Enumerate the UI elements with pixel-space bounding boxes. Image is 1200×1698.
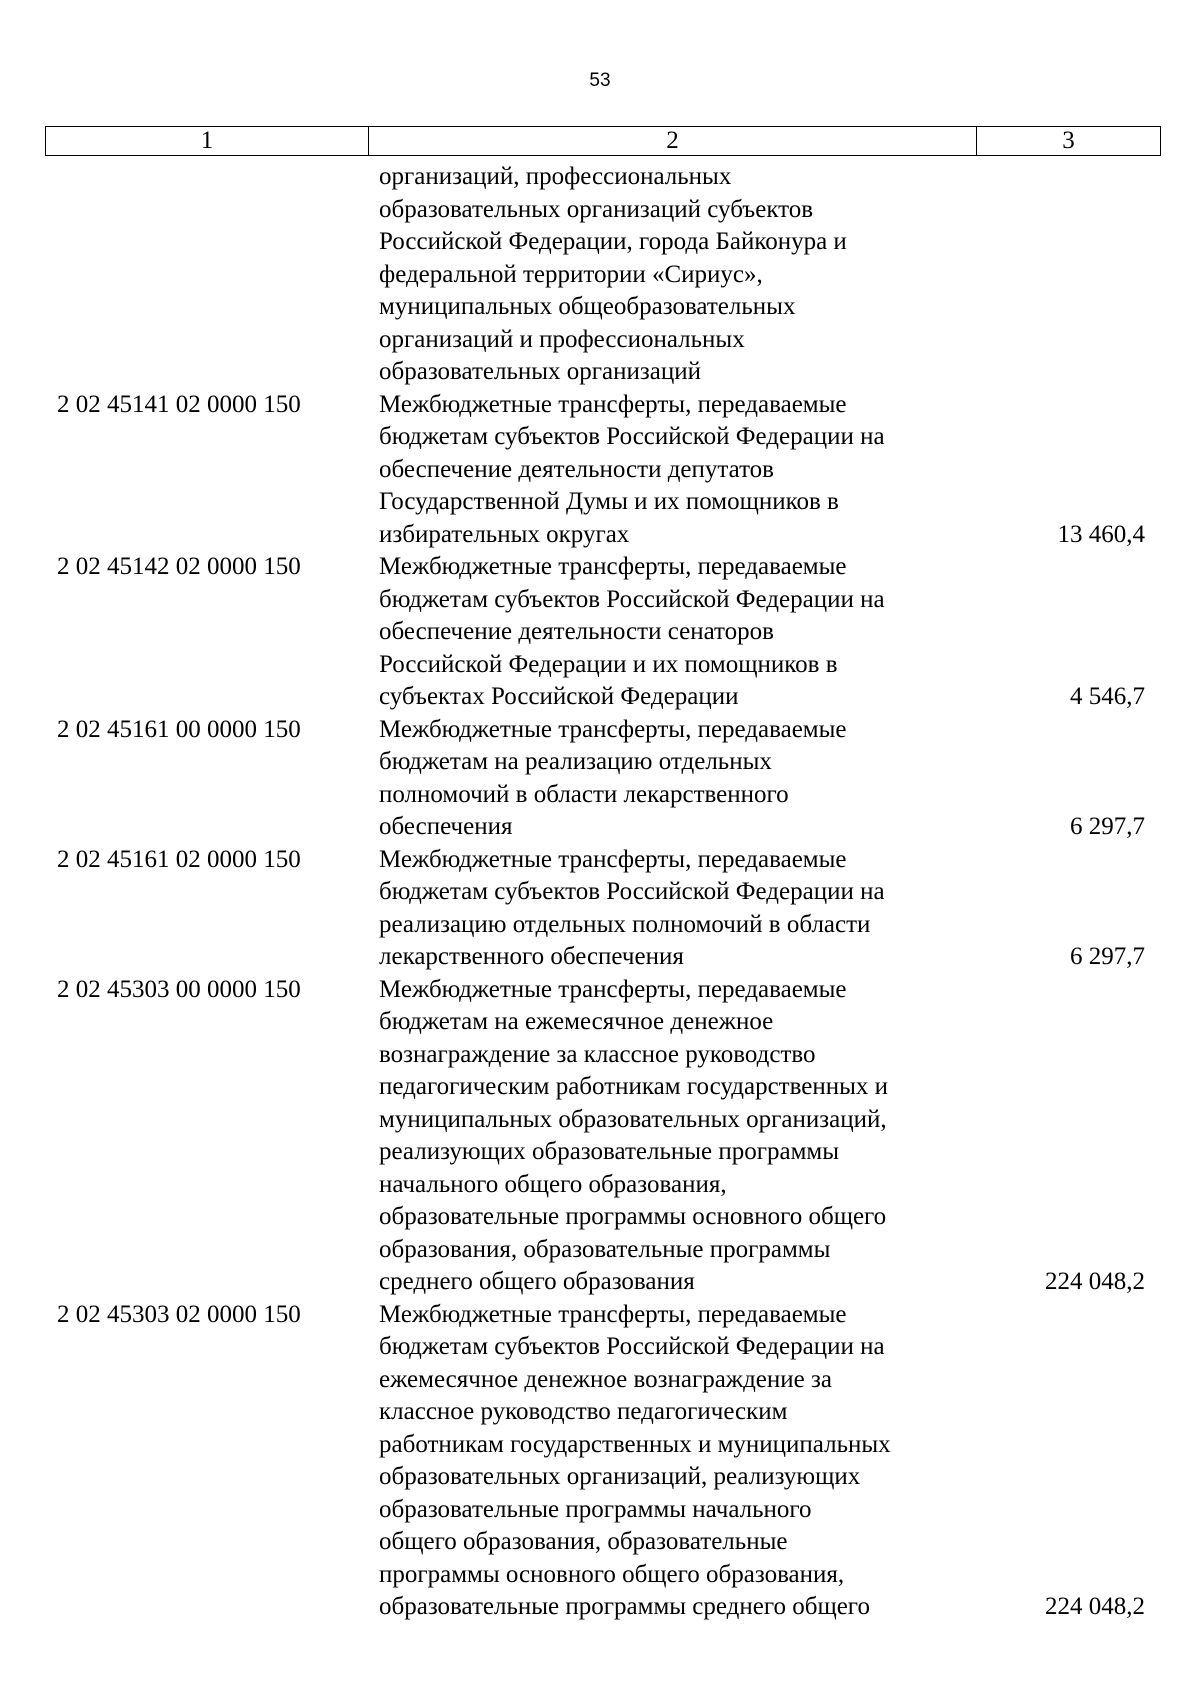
amount: 224 048,2 [1045,1268,1145,1295]
description: Межбюджетные трансферты, передаваемые бюджетам на ежемесячное денежное вознаграждение за классное руководство педагогическим работникам государственных и муниципальных образовательных организаций, реализующих образовательные программы начального общего образования, образовательные программы основного общего образования, образовательные программы среднего общего образования [379,975,889,1295]
description: Межбюджетные трансферты, передаваемые бюджетам субъектов Российской Федерации на обеспечение деятельности депутатов Государственной Думы и их помощников в избирательных округах [379,390,885,548]
column-header-2: 2 [369,127,977,156]
description: Межбюджетные трансферты, передаваемые бюджетам субъектов Российской Федерации на ежемесячное денежное вознаграждение за классное руководство педагогическим работникам государственных и муниципальных образовательных организаций, реализующих образовательные программы начального общего образования, образовательные программы основного общего образования, образовательные программы среднего общего [379,1300,891,1620]
page-number: 53 [589,70,611,91]
budget-code [45,161,367,389]
table-row [45,844,1157,974]
amount: 6 297,7 [1070,813,1145,840]
budget-code: 2 02 45303 00 0000 150 [57,975,301,1003]
table-row [45,974,1157,1299]
table-row [45,714,1157,844]
table-row [45,551,1157,714]
amount: 4 546,7 [1070,683,1145,710]
budget-code: 2 02 45161 02 0000 150 [57,845,301,873]
column-header-1: 1 [46,127,369,156]
description: организаций, профессиональных образовательных организаций субъектов Российской Федерации, города Байконура и федеральной территории «Сириус», муниципальных общеобразовательных организаций и профессиональных образовательных организаций [379,163,847,385]
budget-code: 2 02 45303 02 0000 150 [57,1300,301,1328]
budget-code: 2 02 45142 02 0000 150 [57,553,301,580]
description: Межбюджетные трансферты, передаваемые бюджетам на реализацию отдельных полномочий в области лекарственного обеспечения [379,715,847,840]
column-header-3: 3 [977,127,1161,156]
column-header-row [46,127,1161,156]
budget-code: 2 02 45141 02 0000 150 [57,390,301,418]
description: Межбюджетные трансферты, передаваемые бюджетам субъектов Российской Федерации на обеспечение деятельности сенаторов Российской Федерации и их помощников в субъектах Российской Федерации [379,553,885,710]
table-row [45,389,1157,552]
amount: 13 460,4 [1057,520,1145,548]
description: Межбюджетные трансферты, передаваемые бюджетам субъектов Российской Федерации на реализацию отдельных полномочий в области лекарственного обеспечения [379,845,885,970]
budget-table-body [45,161,1157,1624]
table-row [45,161,1157,389]
amount: 6 297,7 [1070,943,1145,970]
budget-code: 2 02 45161 00 0000 150 [57,715,301,743]
table-row [45,1299,1157,1624]
amount: 224 048,2 [1045,1593,1145,1620]
column-header-table [45,126,1161,156]
